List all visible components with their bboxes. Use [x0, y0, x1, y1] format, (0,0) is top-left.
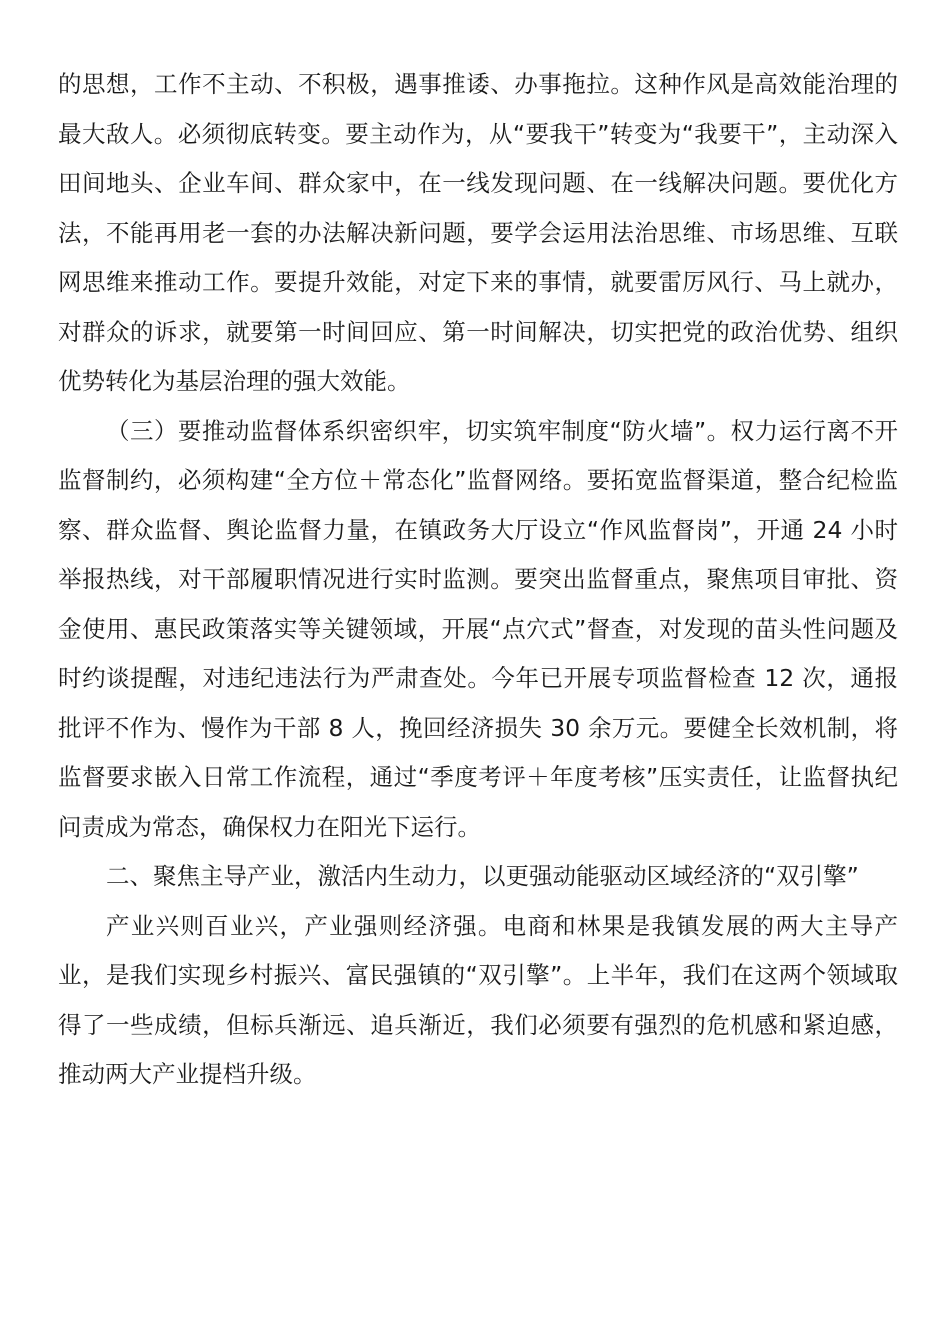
document-page — [58, 60, 898, 1100]
paragraph-dual-engine: 产业兴则百业兴，产业强则经济强。电商和林果是我镇发展的两大主导产业，是我们实现乡村振兴、富民强镇的“双引擎”。上半年，我们在这两个领域取得了一些成绩，但标兵渐远、追兵渐近，我们必须要有强烈的危机感和紧迫感，推动两大产业提档升级。 — [58, 911, 898, 1088]
paragraph-work-style: 的思想，工作不主动、不积极，遇事推诿、办事拖拉。这种作风是高效能治理的最大敌人。必须彻底转变。要主动作为，从“要我干”转变为“我要干”，主动深入田间地头、企业车间、群众家中，在一线发现问题、在一线解决问题。要优化方法，不能再用老一套的办法解决新问题，要学会运用法治思维、市场思维、互联网思维来推动工作。要提升效能，对定下来的事情，就要雷厉风行、马上就办，对群众的诉求，就要第一时间回应、第一时间解决，切实把党的政治优势、组织优势转化为基层治理的强大效能。 — [58, 70, 898, 395]
paragraph-supervision-system: （三）要推动监督体系织密织牢，切实筑牢制度“防火墙”。权力运行离不开监督制约，必须构建“全方位＋常态化”监督网络。要拓宽监督渠道，整合纪检监察、群众监督、舆论监督力量，在镇政务大厅设立“作风监督岗”，开通 24 小时举报热线，对干部履职情况进行实时监测。要突出监督重点，聚焦项目审批、资金使用、惠民政策落实等关键领域，开展“点穴式”督查，对发现的苗头性问题及时约谈提醒，对违纪违法行为严肃查处。今年已开展专项监督检查 12 次，通报批评不作为、慢作为干部 8 人，挽回经济损失 30 余万元。要健全长效机制，将监督要求嵌入日常工作流程，通过“季度考评＋年度考核”压实责任，让监督执纪问责成为常态，确保权力在阳光下运行。 — [58, 416, 898, 841]
section-heading-industry: 二、聚焦主导产业，激活内生动力，以更强动能驱动区域经济的“双引擎” — [106, 862, 859, 890]
